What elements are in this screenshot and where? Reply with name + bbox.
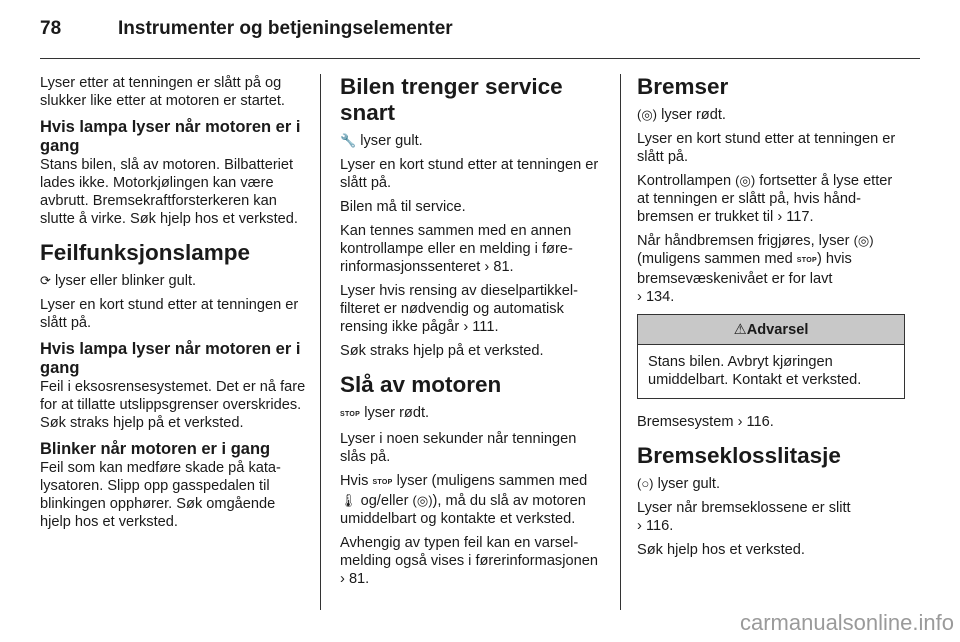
paragraph: Feil som kan medføre skade på katalysatoren. Slipp opp gasspedalen til blinkingen opphører. Søk omgående hjelp hos et verksted. <box>40 460 281 530</box>
page-ref: 116. <box>645 518 674 534</box>
page-ref: 116. <box>746 414 774 430</box>
page-ref-arrow-icon: › <box>463 319 469 335</box>
paragraph: Bilen må til service. <box>340 199 466 215</box>
status-text: lyser gult. <box>360 133 423 149</box>
warning-text: Stans bilen. Avbryt kjøringen umiddelbart. Kontakt et verksted. <box>648 354 862 388</box>
page-ref: 81. <box>493 259 514 275</box>
text: Bremsesystem <box>637 414 734 430</box>
paragraph: Lyser i noen sekunder når tenningen slås på. <box>340 431 577 465</box>
status-line <box>637 475 905 493</box>
stop-icon: STOP <box>340 411 361 418</box>
warning-header <box>638 315 904 345</box>
status-line <box>340 132 606 150</box>
column-divider-1 <box>320 74 321 610</box>
brake-icon: (◎) <box>853 233 874 248</box>
engine-icon: ⟳ <box>40 273 51 288</box>
paragraph <box>637 499 905 535</box>
text: lyser (muligens sammen med <box>396 473 588 489</box>
section-heading-stop: Slå av motoren <box>340 372 502 397</box>
paragraph: Lyser en kort stund etter at tenningen er slått på. <box>340 157 599 191</box>
brake-pad-wear-icon: (○) <box>637 476 654 491</box>
text: Når håndbremsen frigjøres, lyser <box>637 233 850 249</box>
page-ref-arrow-icon: › <box>637 289 642 305</box>
section-heading-brake-pads: Bremseklosslitasje <box>637 443 841 468</box>
warning-title: Advarsel <box>746 322 809 338</box>
text: ), må du slå av motoren umiddelbart og kontakte et verksted. <box>340 493 586 527</box>
status-text: lyser eller blinker gult. <box>54 273 197 289</box>
page-title: Instrumenter og betjeningselementer <box>118 18 453 39</box>
paragraph <box>340 222 606 276</box>
section-heading-brakes: Bremser <box>637 74 729 99</box>
brake-icon: (◎) <box>637 107 658 122</box>
paragraph: Lyser etter at tenningen er slått på og slukker like etter at motoren er startet. <box>40 75 285 109</box>
paragraph <box>340 282 606 336</box>
text: Kontrollampen <box>637 173 732 189</box>
paragraph <box>637 413 905 431</box>
text: Lyser når bremseklossene er slitt <box>637 500 851 516</box>
status-text: lyser gult. <box>657 476 721 492</box>
paragraph: Feil i eksosrensesystemet. Det er nå fare for at tillatte utslippsgrenser overskrides. Søk straks hjelp på et verksted. <box>40 379 306 431</box>
page-header <box>40 18 453 40</box>
text: Avhengig av typen feil kan en varselmelding også vises i førerinformasjonen <box>340 535 598 569</box>
coolant-temperature-icon: 🌡 <box>340 493 357 508</box>
column-1 <box>40 74 308 537</box>
text: Kan tennes sammen med en annen kontrollampe eller en melding i førerinformasjonssenteret <box>340 223 573 275</box>
page-ref-arrow-icon: › <box>777 209 783 225</box>
page-ref: 117. <box>786 209 814 225</box>
paragraph <box>637 232 905 306</box>
header-divider <box>40 58 920 59</box>
brake-icon: (◎) <box>735 173 756 188</box>
warning-box <box>637 314 905 399</box>
paragraph: Søk straks hjelp på et verksted. <box>340 343 544 359</box>
page-ref: 134. <box>645 289 675 305</box>
subheading: Hvis lampa lyser når motoren er i gang <box>40 340 301 377</box>
paragraph <box>340 472 606 528</box>
column-2 <box>340 74 606 594</box>
warning-triangle-icon: ⚠ <box>733 322 747 338</box>
column-divider-2 <box>620 74 621 610</box>
watermark: carmanualsonline.info <box>739 610 954 635</box>
status-line <box>637 106 905 124</box>
page-ref: 111. <box>472 319 499 335</box>
brake-icon: (◎) <box>412 493 433 508</box>
paragraph <box>637 172 905 226</box>
page-ref-arrow-icon: › <box>340 571 345 587</box>
stop-icon: STOP <box>372 479 393 486</box>
paragraph <box>340 534 606 588</box>
status-text: lyser rødt. <box>661 107 726 123</box>
status-text: lyser rødt. <box>364 405 430 421</box>
page-ref-arrow-icon: › <box>737 414 743 430</box>
paragraph: Søk hjelp hos et verksted. <box>637 542 805 558</box>
paragraph: Lyser en kort stund etter at tenningen er slått på. <box>637 131 896 165</box>
status-line <box>40 272 308 290</box>
page-ref-arrow-icon: › <box>484 259 490 275</box>
subheading: Hvis lampa lyser når motoren er i gang <box>40 118 301 155</box>
column-3 <box>637 74 905 565</box>
paragraph: Stans bilen, slå av motoren. Bilbatteriet lades ikke. Motorkjølingen kan være avbrutt. Bremsekraftforsterkeren kan slutte å virke. Søk hjelp hos et verksted. <box>40 157 298 227</box>
wrench-icon: 🔧 <box>340 133 357 148</box>
section-heading-fault-lamp: Feilfunksjonslampe <box>40 240 251 265</box>
status-line <box>340 404 606 424</box>
stop-icon: STOP <box>796 257 817 264</box>
page-ref: 81. <box>348 571 370 587</box>
section-heading-service: Bilen trenger service snart <box>340 74 563 125</box>
page-ref-arrow-icon: › <box>637 518 642 534</box>
text: (muligens sammen med <box>637 251 793 267</box>
text: fortsetter å lyse etter at tenningen er slått på, hvis håndbremsen er trukket til <box>637 173 893 225</box>
text: og/eller <box>360 493 409 509</box>
page-number: 78 <box>40 18 62 39</box>
paragraph: Lyser en kort stund etter at tenningen er slått på. <box>40 297 299 331</box>
subheading: Blinker når motoren er i gang <box>40 440 271 458</box>
text: Hvis <box>340 473 369 489</box>
text: ) hvis bremsevæskenivået er for lavt <box>637 251 852 287</box>
text: Lyser hvis rensing av dieselpartikkelfilteret er nødvendig og automatisk rensing ikke pågår <box>340 283 578 335</box>
